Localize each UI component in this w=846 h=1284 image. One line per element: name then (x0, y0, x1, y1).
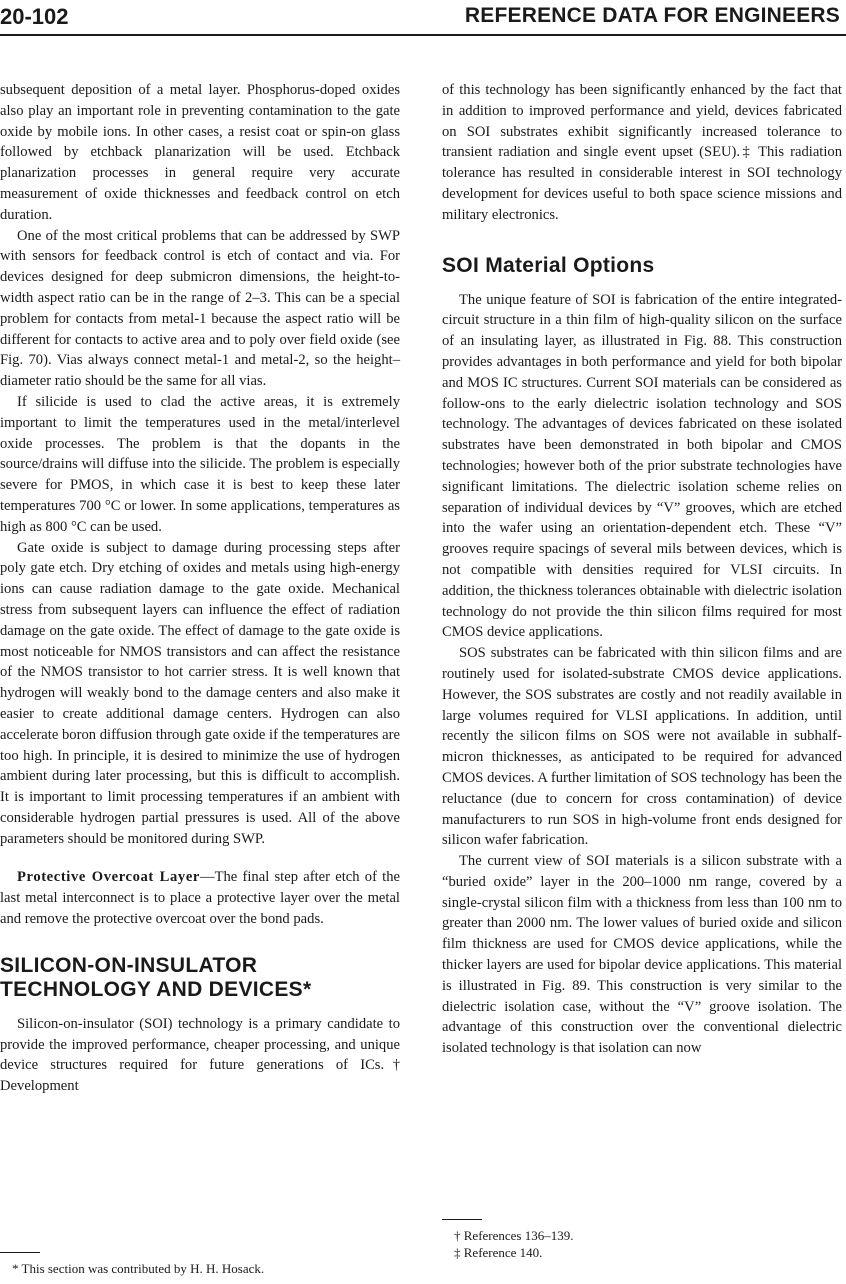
footnote: † References 136–139. (454, 1228, 574, 1243)
left-column (0, 80, 400, 1097)
body-paragraph: One of the most critical problems that can be addressed by SWP with sensors for feedback control is etch of contact and via. For devices designed for deep submicron dimensions, the height-to-width aspect ratio can be in the range of 2–3. This can be a special problem for contacts from metal-1 because the aspect ratio will be different for contacts to active area and to poly over field oxide (see Fig. 70). Vias always connect metal-1 and metal-2, so the height–diameter ratio should be the same for all vias. (0, 227, 400, 390)
run-in-heading: Protective Overcoat Layer (17, 869, 200, 886)
body-paragraph: The current view of SOI materials is a silicon substrate with a “buried oxide” layer in the 200–1000 nm range, covered by a single-crystal silicon film with a thickness from less than 100 nm to greater than 2000 nm. The lower values of buried oxide and silicon film thickness are used for CMOS device applications, while the thicker layers are used for bipolar device applications. This material is illustrated in Fig. 89. This construction is very similar to the dielectric isolation case, without the “V” groove isolation. The advantage of this construction over the conventional dielectric isolated technology is that isolation can now (442, 853, 842, 1057)
page-header (0, 0, 846, 40)
page-number: 20-102 (0, 4, 69, 29)
body-paragraph: SOS substrates can be fabricated with thin silicon films and are routinely used for isolated-substrate CMOS device applications. However, the SOS substrates are costly and not readily available in large volumes required for VLSI applications. In addition, until recently the silicon films on SOS were not available in subhalf-micron thicknesses, as anticipated to be required for advanced CMOS devices. A further limitation of SOS technology has been the reluctance (due to concern for cross contamination) of device manufacturers to run SOS in high-volume front ends designed for silicon wafer fabrication. (442, 645, 842, 849)
body-paragraph: Silicon-on-insulator (SOI) technology is a primary candidate to provide the improved performance, cheaper processing, and unique device structures required for future generations of ICs.† Development (0, 1015, 400, 1095)
section-heading-soi (0, 954, 400, 1002)
body-paragraph: If silicide is used to clad the active areas, it is extremely important to limit the temperatures used in the metal/interlevel oxide processes. The problem is that the dopants in the source/drains will diffuse into the silicide. The problem is especially severe for PMOS, in which case it is best to keep these later temperatures 700 °C or lower. In some applications, temperatures as high as 800 °C can be used. (0, 393, 400, 535)
body-paragraph: The unique feature of SOI is fabrication of the entire integrated-circuit structure in a thin film of high-quality silicon on the surface of an insulating layer, as illustrated in Fig. 88. This construction provides advantages in both performance and yield for both bipolar and MOS IC structures. Current SOI materials can be considered as follow-ons to the early dielectric isolation technology and SOS technology. The advantages of devices fabricated on these isolated substrates have been demonstrated in both bipolar and CMOS technologies; however both of the prior substrate technologies have significant limitations. The dielectric isolation scheme relies on separation of individual devices by “V” grooves, which are etched into the wafer using an orientation-dependent etch. These “V” grooves require spacings of several mils between devices, which is not compatible with densities required for VLSI circuits. In addition, the thickness tolerances obtainable with dielectric isolation technology do not provide the thin silicon films required for most CMOS device applications. (442, 291, 842, 641)
overcoat-paragraph (0, 867, 400, 929)
footnote: ‡ Reference 140. (454, 1245, 543, 1260)
footnotes-left (0, 1252, 400, 1277)
section-heading-line: SILICON-ON-INSULATOR (0, 953, 258, 977)
overcoat-text: —The final step after etch of the last metal interconnect is to place a protective layer over the metal and remove the protective overcoat over the bond pads. (0, 869, 401, 928)
header-rule (0, 34, 846, 36)
body-paragraph: of this technology has been significantly enhanced by the fact that in addition to improved performance and yield, devices fabricated on SOI substrates exhibit significantly increased tolerance to transient radiation and single event upset (SEU).‡ This radiation tolerance has resulted in considerable interest in SOI technology development for devices useful to both space science missions and military electronics. (442, 82, 842, 223)
running-title: REFERENCE DATA FOR ENGINEERS (464, 4, 840, 27)
right-column (442, 80, 842, 1059)
footnote-rule (0, 1252, 40, 1253)
section-heading-line: TECHNOLOGY AND DEVICES* (0, 977, 312, 1001)
footnote-rule (442, 1219, 482, 1220)
footnotes-right (442, 1219, 842, 1261)
body-paragraph: Gate oxide is subject to damage during processing steps after poly gate etch. Dry etching of oxides and metals using high-energy ions can cause radiation damage to the gate oxide. Mechanical stress from subsequent layers can influence the effect of radiation damage on the gate oxide. The effect of damage to the gate oxide is most noticeable for NMOS transistors and can affect the resistance of the NMOS transistor to hot carrier stress. It is well known that hydrogen will weakly bond to the damage centers and also make it easier to create additional damage centers. Hydrogen can also accelerate boron diffusion through gate oxide if the temperatures are too high. In principle, it is desired to minimize the use of hydrogen ambient during later processing, but this is difficult to accomplish. It is important to limit processing temperatures if an ambient with considerable hydrogen partial pressures is used. All of the above parameters should be monitored during SWP. (0, 539, 400, 847)
body-paragraph: subsequent deposition of a metal layer. Phosphorus-doped oxides also play an important role in preventing contamination to the gate oxide by mobile ions. In other cases, a resist coat or spin-on glass followed by etchback planarization will be used. Etchback planarization processes in general require very accurate measurement of oxide thicknesses and feedback control on etch duration. (0, 82, 400, 223)
section-heading-material-options: SOI Material Options (442, 253, 655, 277)
footnote: * This section was contributed by H. H. Hosack. (12, 1261, 265, 1276)
